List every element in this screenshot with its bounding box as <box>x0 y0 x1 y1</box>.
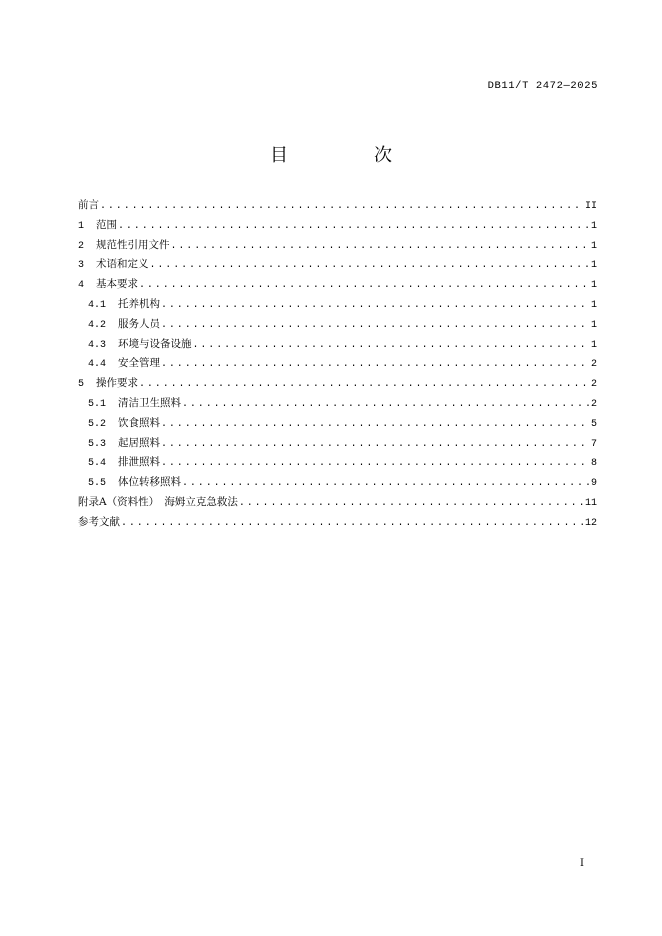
table-of-contents <box>78 196 597 533</box>
toc-entry-care-institution[interactable] <box>78 295 597 315</box>
toc-dot-leader <box>139 276 589 295</box>
toc-dot-leader <box>171 237 589 256</box>
page-number: I <box>580 858 584 869</box>
toc-entry-title: 服务人员 <box>118 317 160 330</box>
toc-dot-leader <box>161 316 589 335</box>
toc-entry-number: 5.4 <box>88 458 107 470</box>
toc-entry-number: 4.4 <box>88 359 107 371</box>
toc-entry-number: 5.3 <box>88 438 107 450</box>
toc-entry-page: 9 <box>590 478 597 490</box>
toc-entry-number: 3 <box>78 260 85 272</box>
toc-entry-number: 1 <box>78 220 85 232</box>
toc-dot-leader <box>139 375 589 394</box>
toc-entry-number: 4 <box>78 280 85 292</box>
toc-entry-title: 前言 <box>78 199 99 211</box>
toc-entry-number: 4.2 <box>88 319 107 331</box>
toc-entry-title: 清洁卫生照料 <box>118 396 181 409</box>
toc-dot-leader <box>161 296 589 315</box>
toc-entry-service-staff[interactable] <box>78 315 597 335</box>
toc-entry-title: 基本要求 <box>96 278 138 291</box>
toc-entry-page: 1 <box>590 319 597 331</box>
toc-entry-page: 1 <box>590 339 597 351</box>
toc-entry-number: 4.1 <box>88 299 107 311</box>
toc-entry-bibliography[interactable] <box>78 513 597 533</box>
toc-dot-leader <box>118 217 589 236</box>
toc-entry-normative-references[interactable] <box>78 236 597 256</box>
toc-entry-terms-definitions[interactable] <box>78 255 597 275</box>
toc-entry-number: 2 <box>78 240 85 252</box>
toc-entry-page: 7 <box>590 438 597 450</box>
toc-dot-leader <box>161 454 589 473</box>
toc-entry-number: 5.5 <box>88 478 107 490</box>
toc-entry-title: 附录A（资料性） 海姆立克急救法 <box>78 495 238 508</box>
toc-entry-operation-requirements[interactable] <box>78 374 597 394</box>
toc-entry-scope[interactable] <box>78 216 597 236</box>
toc-entry-page: 2 <box>590 359 597 371</box>
toc-entry-excretion-care[interactable] <box>78 453 597 473</box>
toc-entry-title: 术语和定义 <box>96 258 149 271</box>
toc-dot-leader <box>161 435 589 454</box>
toc-title: 目 次 <box>270 145 426 166</box>
toc-entry-daily-living-care[interactable] <box>78 434 597 454</box>
toc-entry-environment-facilities[interactable] <box>78 335 597 355</box>
toc-dot-leader <box>182 474 589 493</box>
toc-entry-number: 5 <box>78 379 85 391</box>
toc-dot-leader <box>161 355 589 374</box>
toc-entry-title: 参考文献 <box>78 515 120 528</box>
document-code: DB11/T 2472—2025 <box>487 80 598 92</box>
toc-entry-page: 8 <box>590 458 597 470</box>
toc-dot-leader <box>239 494 583 513</box>
toc-entry-page: 1 <box>590 220 597 232</box>
toc-entry-page: 2 <box>590 379 597 391</box>
toc-entry-title: 安全管理 <box>118 357 160 370</box>
toc-entry-page: 2 <box>590 398 597 410</box>
toc-entry-page: 1 <box>590 280 597 292</box>
toc-entry-position-transfer-care[interactable] <box>78 473 597 493</box>
toc-entry-title: 饮食照料 <box>118 416 160 429</box>
toc-entry-page: II <box>584 201 597 212</box>
toc-entry-title: 操作要求 <box>96 377 138 390</box>
toc-dot-leader <box>161 415 589 434</box>
toc-entry-title: 起居照料 <box>118 436 160 449</box>
toc-entry-page: 1 <box>590 260 597 272</box>
toc-entry-number: 5.1 <box>88 398 107 410</box>
toc-entry-number: 4.3 <box>88 339 107 351</box>
toc-entry-diet-care[interactable] <box>78 414 597 434</box>
toc-dot-leader <box>182 395 589 414</box>
toc-entry-page: 1 <box>590 299 597 311</box>
toc-dot-leader <box>100 197 583 216</box>
toc-entry-title: 托养机构 <box>118 297 160 310</box>
toc-dot-leader <box>193 336 589 355</box>
toc-entry-title: 环境与设备设施 <box>118 337 192 350</box>
toc-entry-title: 范围 <box>96 218 117 231</box>
toc-entry-appendix-a[interactable] <box>78 493 597 513</box>
toc-dot-leader <box>121 514 583 533</box>
toc-entry-title: 规范性引用文件 <box>96 238 170 251</box>
toc-entry-page: 11 <box>584 497 597 509</box>
toc-entry-number: 5.2 <box>88 418 107 430</box>
toc-entry-title: 体位转移照料 <box>118 476 181 489</box>
toc-dot-leader <box>150 256 589 275</box>
toc-entry-basic-requirements[interactable] <box>78 275 597 295</box>
toc-entry-page: 1 <box>590 240 597 252</box>
toc-entry-page: 5 <box>590 418 597 430</box>
toc-entry-title: 排泄照料 <box>118 456 160 469</box>
toc-entry-page: 12 <box>584 517 597 529</box>
toc-entry-hygiene-care[interactable] <box>78 394 597 414</box>
toc-entry-safety-management[interactable] <box>78 354 597 374</box>
toc-entry-foreword[interactable] <box>78 196 597 216</box>
